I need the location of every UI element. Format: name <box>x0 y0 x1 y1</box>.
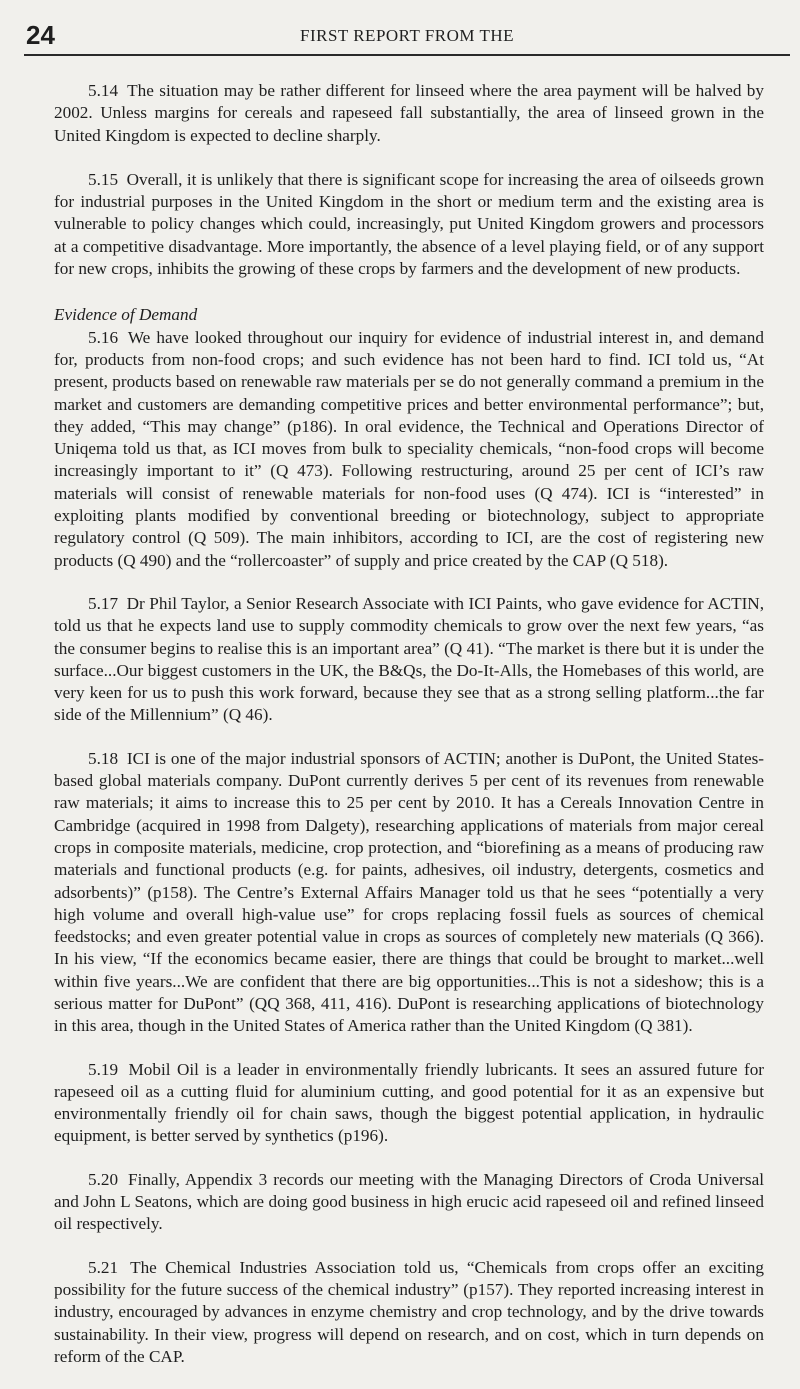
paragraph-number: 5.17 <box>88 593 119 613</box>
page-number: 24 <box>26 20 55 50</box>
paragraph-text: Finally, Appendix 3 records our meeting with the Managing Directors of Croda Universal and John L Seatons, which are doing good business in high erucic acid rapeseed oil and refined linseed oil respectively. <box>54 1169 764 1234</box>
paragraph-text: We have looked throughout our inquiry for evidence of industrial interest in, and demand for, products from non-food crops; and such evidence has not been hard to find. ICI told us, “At present, products based on renewable raw materials per se do not generally command a premium in the market and customers are demanding competitive prices and better environmental performance”; but, they added, “This may change” (p186). In oral evidence, the Technical and Operations Director of Uniqema told us that, as ICI moves from bulk to speciality chemicals, “non-food crops will become increasingly important to it” (Q 473). Following restructuring, around 25 per cent of ICI’s raw materials will consist of renewable materials for non-food uses (Q 474). ICI is “interested” in exploiting plants modified by conventional breeding or biotechnology, subject to appropriate regulatory control (Q 509). The main inhibitors, according to ICI, are the cost of registering new products (Q 490) and the “rollercoaster” of supply and price created by the CAP (Q 518). <box>54 327 764 570</box>
paragraph-text: Overall, it is unlikely that there is significant scope for increasing the area of oilseeds grown for industrial purposes in the United Kingdom in the short or medium term and the existing area is vulnerable to policy changes which could, increasingly, put United Kingdom growers and processors at a competitive disadvantage. More importantly, the absence of a level playing field, or of any support for new crops, inhibits the growing of these crops by farmers and the development of new products. <box>54 169 765 279</box>
paragraph-5-14 <box>54 80 764 147</box>
paragraph-text: The situation may be rather different for linseed where the area payment will be halved by 2002. Unless margins for cereals and rapeseed fall substantially, the area of linseed grown in the United Kingdom is expected to decline sharply. <box>54 81 764 145</box>
paragraph-5-20 <box>54 1169 764 1236</box>
paragraph-5-16 <box>54 327 764 572</box>
section-heading: Evidence of Demand <box>54 305 198 325</box>
paragraph-number: 5.15 <box>88 169 119 189</box>
paragraph-number: 5.19 <box>88 1059 119 1079</box>
paragraph-text: ICI is one of the major industrial sponsors of ACTIN; another is DuPont, the United States-based global materials company. DuPont currently derives 5 per cent of its revenues from renewable raw materials; it aims to increase this to 25 per cent by 2010. It has a Cereals Innovation Centre in Cambridge (acquired in 1998 from Dalgety), researching applications of materials from major cereal crops in composite materials, medicine, crop protection, and “biorefining as a means of producing raw materials and functional products (e.g. for paints, adhesives, oil industry, detergents, cosmetics and adsorbents)” (p158). The Centre’s External Affairs Manager told us that he sees “potentially a very high volume and overall high-value use” for crops replacing fossil fuels as sources of chemical feedstocks; and even greater potential value in crops as sources of completely new materials (Q 366). In his view, “If the economics became easier, there are things that could be brought to market...well within five years...We are confident that there are big opportunities...This is not a sideshow; this is a serious matter for DuPont” (QQ 368, 411, 416). DuPont is researching applications of biotechnology in this area, though in the United States of America rather than the United Kingdom (Q 381). <box>54 748 764 1036</box>
paragraph-5-17 <box>54 593 764 727</box>
report-body <box>54 80 764 1389</box>
page-header <box>24 18 790 56</box>
paragraph-5-15 <box>54 169 764 280</box>
paragraph-text: Dr Phil Taylor, a Senior Research Associate with ICI Paints, who gave evidence for ACTIN, told us that he expects land use to supply commodity chemicals to grow over the next few years, “as the consumer begins to realise this is an important area” (Q 41). “The market is there but it is under the surface...Our biggest customers in the UK, the B&Qs, the Do-It-Alls, the Homebases of this world, are very keen for us to push this work forward, because they see that as a strong selling platform...the far side of the Millennium” (Q 46). <box>54 593 764 725</box>
paragraph-number: 5.18 <box>88 748 119 768</box>
paragraph-text: Mobil Oil is a leader in environmentally friendly lubricants. It sees an assured future for rapeseed oil as a cutting fluid for aluminium cutting, and good potential for it as an expensive but environmentally friendly oil for chain saws, though the biggest potential application, in hydraulic equipment, is better served by synthetics (p196). <box>54 1059 765 1146</box>
paragraph-number: 5.16 <box>88 327 119 347</box>
running-head: FIRST REPORT FROM THE <box>299 26 514 45</box>
paragraph-5-21 <box>54 1257 764 1368</box>
paragraph-text: The Chemical Industries Association told us, “Chemicals from crops offer an exciting possibility for the future success of the chemical industry” (p157). They reported increasing interest in industry, encouraged by advances in enzyme chemistry and crop technology, and by the drive towards sustainability. In their view, progress will depend on research, and on cost, which in turn depends on reform of the CAP. <box>54 1257 764 1366</box>
paragraph-5-19 <box>54 1059 764 1148</box>
paragraph-number: 5.14 <box>88 81 119 100</box>
paragraph-number: 5.20 <box>88 1169 119 1189</box>
paragraph-number: 5.21 <box>88 1257 119 1277</box>
paragraph-5-18 <box>54 748 764 1038</box>
